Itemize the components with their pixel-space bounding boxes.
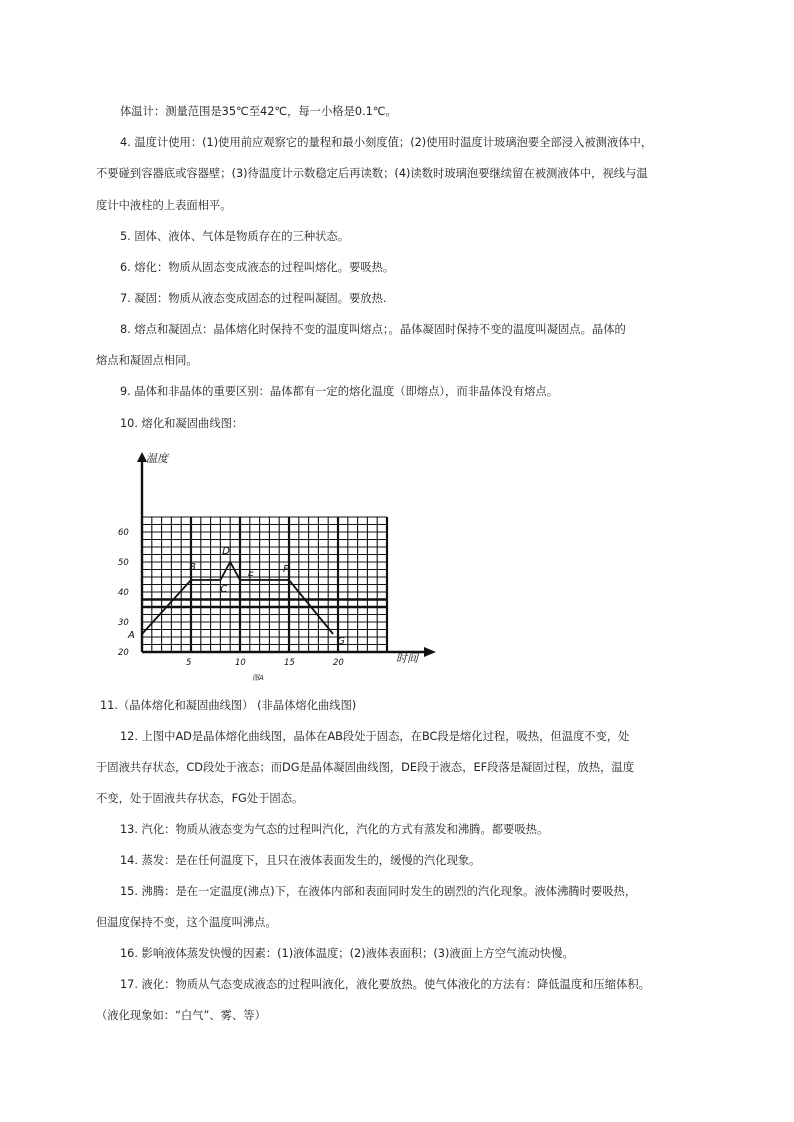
chart-point-labels bbox=[127, 546, 345, 647]
text-line-9: 熔点和凝固点相同。 bbox=[96, 354, 198, 367]
x-tick-label-15: 15 bbox=[284, 658, 295, 668]
series-line-crystal bbox=[142, 562, 333, 634]
point-label-A: A bbox=[128, 630, 135, 641]
text-line-12: 11.（晶体熔化和凝固曲线图） (非晶体熔化曲线图) bbox=[100, 699, 357, 712]
y-tick-label-30: 30 bbox=[118, 618, 129, 628]
text-line-14: 于固液共存状态，CD段处于液态；而DG是晶体凝固曲线图，DE段于液态，EF段落是凝固过程，放热，温度 bbox=[96, 761, 634, 774]
text-line-3: 不要碰到容器底或容器壁；(3)待温度计示数稳定后再读数；(4)读数时玻璃泡要继续留在被测液体中，视线与温 bbox=[96, 167, 648, 180]
text-line-5: 5. 固体、液体、气体是物质存在的三种状态。 bbox=[120, 230, 350, 243]
x-axis-label: 时间 bbox=[396, 652, 418, 665]
y-axis-label: 温度 bbox=[146, 452, 168, 465]
point-label-C: C bbox=[220, 584, 228, 595]
y-tick-label-40: 40 bbox=[118, 588, 129, 598]
text-line-21: 17. 液化：物质从气态变成液态的过程叫液化，液化要放热。使气体液化的方法有：降低温度和压缩体积。 bbox=[120, 978, 650, 991]
text-line-10: 9. 晶体和非晶体的重要区别：晶体都有一定的熔化温度（即熔点），而非晶体没有熔点。 bbox=[120, 385, 559, 398]
point-label-B: B bbox=[189, 562, 196, 573]
point-label-D: D bbox=[222, 546, 230, 557]
text-line-19: 但温度保持不变，这个温度叫沸点。 bbox=[96, 916, 277, 929]
text-line-15: 不变，处于固液共存状态，FG处于固态。 bbox=[96, 792, 304, 805]
text-line-4: 度计中液柱的上表面相平。 bbox=[96, 199, 232, 212]
text-line-20: 16. 影响液体蒸发快慢的因素：(1)液体温度；(2)液体表面积；(3)液面上方空气流动快慢。 bbox=[120, 947, 574, 960]
text-line-13: 12. 上图中AD是晶体熔化曲线图，晶体在AB段处于固态，在BC段是熔化过程，吸热，但温度不变，处 bbox=[120, 730, 630, 743]
text-line-1: 体温计：测量范围是35℃至42℃，每一小格是0.1℃。 bbox=[120, 105, 397, 118]
text-line-11: 10. 熔化和凝固曲线图： bbox=[120, 417, 244, 430]
text-line-22: （液化现象如：“白气”、雾、等） bbox=[96, 1009, 266, 1022]
chart-caption: 图A bbox=[252, 674, 264, 682]
x-tick-label-10: 10 bbox=[235, 658, 246, 668]
point-label-F: F bbox=[283, 564, 289, 575]
text-line-2: 4. 温度计使用：(1)使用前应观察它的量程和最小刻度值；(2)使用时温度计玻璃泡要全部浸入被测液体中， bbox=[120, 136, 653, 149]
chart-grid bbox=[142, 517, 387, 652]
text-line-8: 8. 熔点和凝固点：晶体熔化时保持不变的温度叫熔点；。晶体凝固时保持不变的温度叫凝固点。晶体的 bbox=[120, 323, 626, 336]
y-tick-label-20: 20 bbox=[118, 648, 129, 658]
chart-curve bbox=[142, 562, 333, 634]
text-line-16: 13. 汽化：物质从液态变为气态的过程叫汽化，汽化的方式有蒸发和沸腾。都要吸热。 bbox=[120, 823, 549, 836]
x-axis-arrow bbox=[424, 647, 436, 657]
melting-curve-chart bbox=[112, 448, 452, 688]
text-line-7: 7. 凝固：物质从液态变成固态的过程叫凝固。要放热. bbox=[120, 292, 387, 305]
text-line-18: 15. 沸腾：是在一定温度(沸点)下，在液体内部和表面同时发生的剧烈的汽化现象。液体沸腾时要吸热， bbox=[120, 885, 637, 898]
x-tick-label-5: 5 bbox=[186, 658, 192, 668]
point-label-E: E bbox=[248, 568, 255, 579]
y-tick-label-50: 50 bbox=[118, 558, 129, 568]
point-label-G: G bbox=[337, 636, 345, 647]
text-line-17: 14. 蒸发：是在任何温度下，且只在液体表面发生的，缓慢的汽化现象。 bbox=[120, 854, 481, 867]
y-tick-label-60: 60 bbox=[118, 528, 129, 538]
text-line-6: 6. 熔化：物质从固态变成液态的过程叫熔化。要吸热。 bbox=[120, 261, 395, 274]
x-tick-label-20: 20 bbox=[333, 658, 344, 668]
